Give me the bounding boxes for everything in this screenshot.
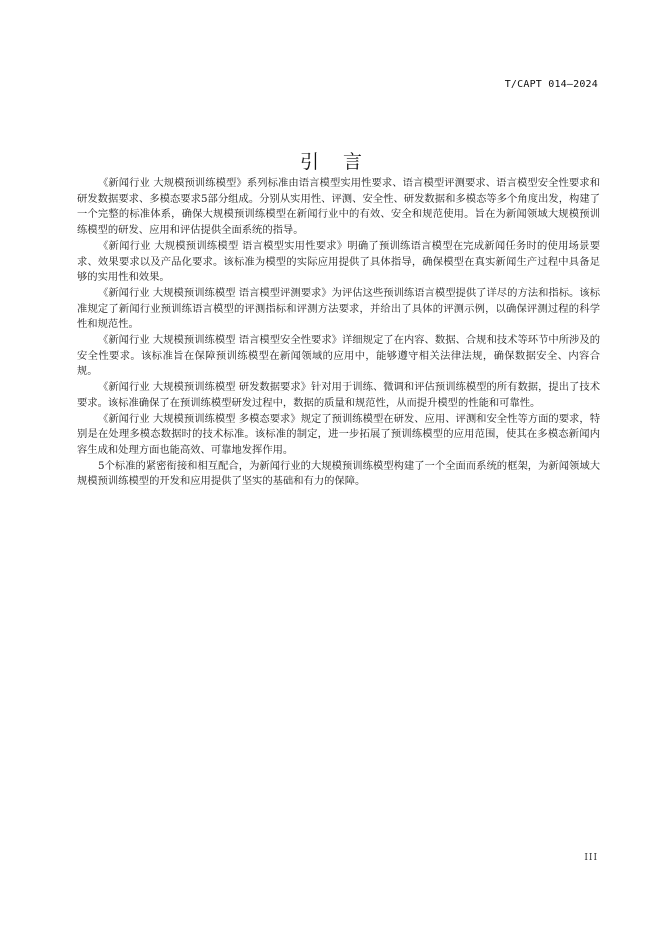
paragraph: 5个标准的紧密衔接和相互配合，为新闻行业的大规模预训练模型构建了一个全面而系统的框架，为新闻领域大规模预训练模型的开发和应用提供了坚实的基础和有力的保障。 bbox=[77, 459, 600, 488]
paragraph: 《新闻行业 大规模预训练模型》系列标准由语言模型实用性要求、语言模型评测要求、语言模型安全性要求和研发数据要求、多模态要求5部分组成。分别从实用性、评测、安全性、研发数据和多模态等多个角度出发，构建了一个完整的标准体系，确保大规模预训练模型在新闻行业中的有效、安全和规范使用。旨在为新闻领域大规模预训练模型的研发、应用和评估提供全面系统的指导。 bbox=[77, 177, 600, 237]
paragraph: 《新闻行业 大规模预训练模型 语言模型评测要求》为评估这些预训练语言模型提供了详尽的方法和指标。该标准规定了新闻行业预训练语言模型的评测指标和评测方法要求，并给出了具体的评测示例，以确保评测过程的科学性和规范性。 bbox=[77, 286, 600, 331]
paragraph: 《新闻行业 大规模预训练模型 语言模型实用性要求》明确了预训练语言模型在完成新闻任务时的使用场景要求、效果要求以及产品化要求。该标准为模型的实际应用提供了具体指导，确保模型在真实新闻生产过程中具备足够的实用性和效果。 bbox=[77, 239, 600, 284]
page-title: 引言 bbox=[299, 150, 386, 173]
paragraph: 《新闻行业 大规模预训练模型 多模态要求》规定了预训练模型在研发、应用、评测和安全性等方面的要求，特别是在处理多模态数据时的技术标准。该标准的制定，进一步拓展了预训练模型的应用范围，使其在多模态新闻内容生成和处理方面也能高效、可靠地发挥作用。 bbox=[77, 412, 600, 456]
page-number: III bbox=[584, 853, 598, 863]
document-id: T/CAPT 014—2024 bbox=[504, 79, 598, 90]
paragraph: 《新闻行业 大规模预训练模型 语言模型安全性要求》详细规定了在内容、数据、合规和技术等环节中所涉及的安全性要求。该标准旨在保障预训练模型在新闻领域的应用中，能够遵守相关法律法规，确保数据安全、内容合规。 bbox=[77, 334, 600, 378]
introduction-body bbox=[77, 176, 600, 490]
paragraph: 《新闻行业 大规模预训练模型 研发数据要求》针对用于训练、微调和评估预训练模型的所有数据，提出了技术要求。该标准确保了在预训练模型研发过程中，数据的质量和规范性，从而提升模型的性能和可靠性。 bbox=[77, 381, 600, 409]
